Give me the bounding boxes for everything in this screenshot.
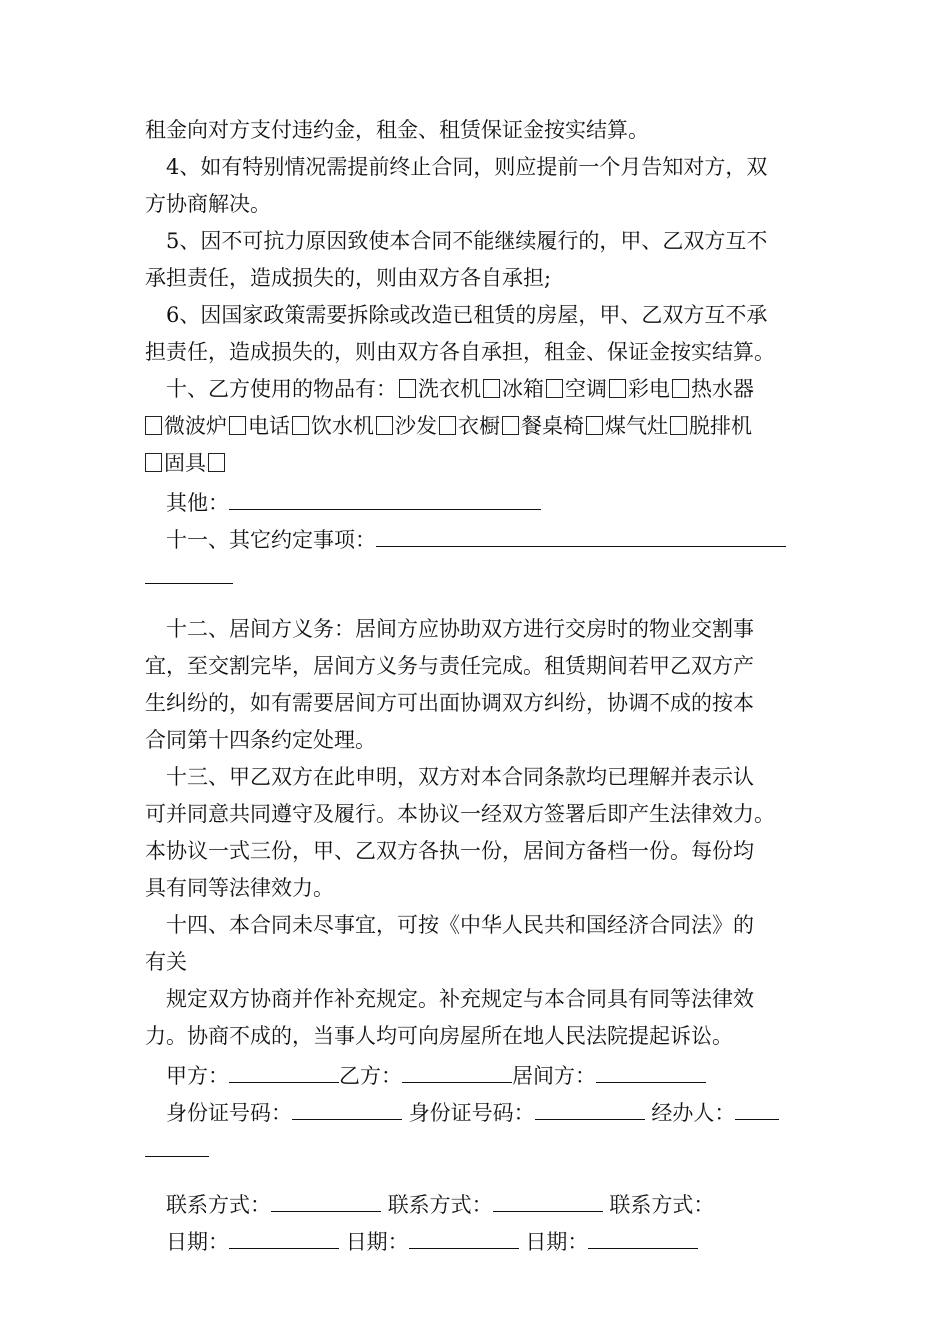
text-line: 担责任，造成损失的，则由双方各自承担，租金、保证金按实结算。 (145, 340, 775, 364)
item-label: 沙发 (395, 414, 437, 438)
item-label: 热水器 (691, 377, 754, 401)
checkbox[interactable] (399, 379, 416, 398)
contact-blank-b[interactable] (493, 1184, 603, 1212)
id-blank-b[interactable] (535, 1092, 645, 1120)
signature-dates (145, 1221, 815, 1258)
date-label: 日期： (166, 1230, 229, 1254)
item-label: 空调 (565, 377, 607, 401)
date-label: 日期： (525, 1230, 589, 1254)
checkbox[interactable] (670, 416, 687, 435)
clause-11-continuation (145, 556, 815, 593)
signature-ids (145, 1092, 815, 1129)
text-line: 承担责任，造成损失的，则由双方各自承担; (145, 266, 552, 290)
checkbox[interactable] (376, 416, 393, 435)
text-line: 可并同意共同遵守及履行。本协议一经双方签署后即产生法律效力。 (145, 802, 775, 826)
item-label: 煤气灶 (605, 414, 668, 438)
agent-blank[interactable] (735, 1092, 779, 1120)
items-row-3 (145, 445, 815, 482)
party-a-label: 甲方： (166, 1064, 229, 1088)
checkbox[interactable] (502, 416, 519, 435)
text-line: 租金向对方支付违约金，租金、租赁保证金按实结算。 (145, 118, 649, 142)
other-label: 其他： (166, 491, 229, 515)
party-a-blank[interactable] (229, 1055, 339, 1083)
item-label: 洗衣机 (418, 377, 481, 401)
items-row-1 (145, 371, 815, 408)
agent-label: 经办人： (651, 1101, 736, 1125)
text-line: 生纠纷的，如有需要居间方可出面协调双方纠纷，协调不成的按本 (145, 691, 754, 715)
item-label: 彩电 (628, 377, 670, 401)
checkbox[interactable] (208, 453, 225, 472)
signature-parties (145, 1055, 815, 1092)
checkbox[interactable] (672, 379, 689, 398)
clause-11 (145, 519, 815, 556)
broker-blank[interactable] (596, 1055, 706, 1083)
clause-11-blank[interactable] (376, 519, 786, 547)
clause-6: 6、因国家政策需要拆除或改造已租赁的房屋，甲、乙双方互不承 (166, 303, 768, 327)
party-b-blank[interactable] (402, 1055, 512, 1083)
checkbox[interactable] (145, 416, 162, 435)
date-blank-a[interactable] (229, 1221, 339, 1249)
text-line: 有关 (145, 950, 187, 974)
clause-11-blank-2[interactable] (145, 556, 233, 584)
text-line: 规定双方协商并作补充规定。补充规定与本合同具有同等法律效 (166, 987, 754, 1011)
text-line: 力。协商不成的，当事人均可向房屋所在地人民法院提起诉讼。 (145, 1024, 733, 1048)
contract-body (145, 112, 815, 1258)
item-label: 固具 (164, 451, 206, 475)
other-line (145, 482, 815, 519)
item-label: 衣橱 (458, 414, 500, 438)
checkbox[interactable] (483, 379, 500, 398)
item-label: 餐桌椅 (521, 414, 584, 438)
clause-11-label: 十一、其它约定事项： (166, 528, 376, 552)
text-line: 宜，至交割完毕，居间方义务与责任完成。租赁期间若甲乙双方产 (145, 654, 754, 678)
broker-label: 居间方： (512, 1064, 596, 1088)
contact-label: 联系方式： (609, 1193, 715, 1217)
date-label: 日期： (345, 1230, 409, 1254)
contact-label: 联系方式： (387, 1193, 493, 1217)
clause-13: 十三、甲乙双方在此申明，双方对本合同条款均已理解并表示认 (166, 765, 754, 789)
item-label: 微波炉 (164, 414, 227, 438)
signature-ids-continuation (145, 1129, 815, 1166)
id-blank-a[interactable] (292, 1092, 402, 1120)
checkbox[interactable] (609, 379, 626, 398)
checkbox[interactable] (145, 453, 162, 472)
item-label: 冰箱 (502, 377, 544, 401)
text-line: 本协议一式三份，甲、乙双方各执一份，居间方备档一份。每份均 (145, 839, 754, 863)
agent-blank-2[interactable] (145, 1129, 209, 1157)
item-label: 脱排机 (689, 414, 752, 438)
text-line: 具有同等法律效力。 (145, 876, 334, 900)
date-blank-c[interactable] (588, 1221, 698, 1249)
checkbox[interactable] (546, 379, 563, 398)
id-label: 身份证号码： (408, 1101, 535, 1125)
items-heading: 十、乙方使用的物品有： (166, 377, 397, 401)
signature-contacts (145, 1184, 815, 1221)
contact-label: 联系方式： (166, 1193, 271, 1217)
checkbox[interactable] (586, 416, 603, 435)
clause-14: 十四、本合同未尽事宜，可按《中华人民共和国经济合同法》的 (166, 913, 754, 937)
text-line: 方协商解决。 (145, 192, 271, 216)
party-b-label: 乙方： (339, 1064, 402, 1088)
text-line: 合同第十四条约定处理。 (145, 728, 376, 752)
other-blank[interactable] (229, 482, 541, 510)
items-row-2 (145, 408, 815, 445)
checkbox[interactable] (439, 416, 456, 435)
item-label: 电话 (248, 414, 290, 438)
contact-blank-a[interactable] (271, 1184, 381, 1212)
id-label: 身份证号码： (166, 1101, 292, 1125)
date-blank-b[interactable] (409, 1221, 519, 1249)
clause-4: 4、如有特别情况需提前终止合同，则应提前一个月告知对方，双 (166, 155, 768, 179)
item-label: 饮水机 (311, 414, 374, 438)
clause-5: 5、因不可抗力原因致使本合同不能继续履行的，甲、乙双方互不 (166, 229, 768, 253)
clause-12: 十二、居间方义务：居间方应协助双方进行交房时的物业交割事 (166, 617, 754, 641)
checkbox[interactable] (292, 416, 309, 435)
checkbox[interactable] (229, 416, 246, 435)
